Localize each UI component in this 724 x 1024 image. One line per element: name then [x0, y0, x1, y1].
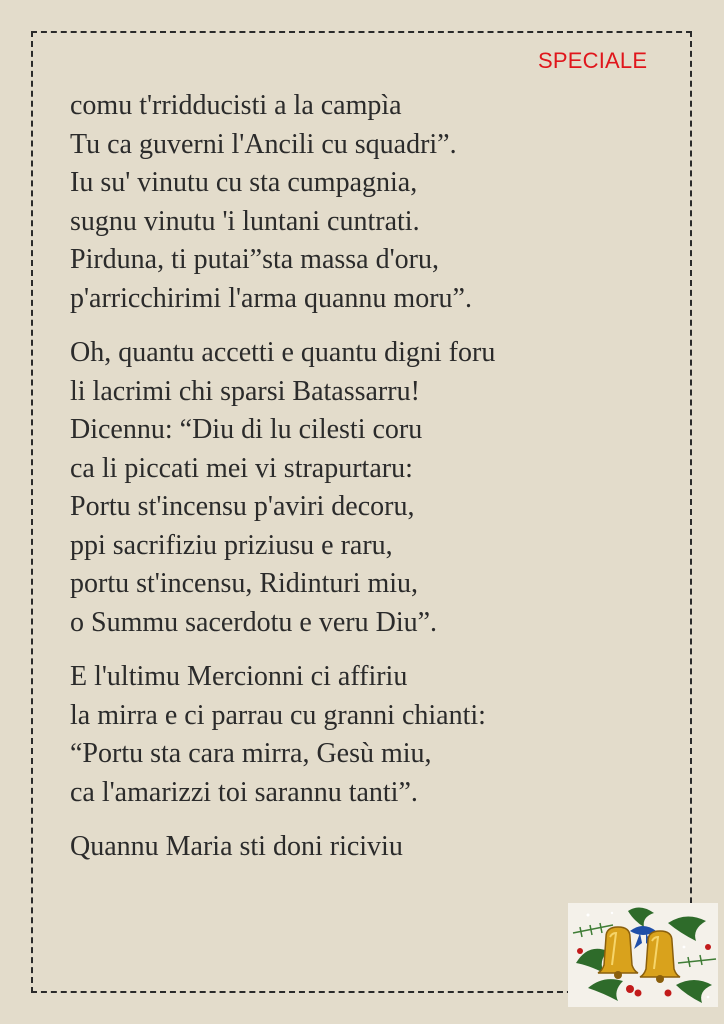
- poem-line: Tu ca guverni l'Ancili cu squadri”.: [70, 128, 457, 160]
- poem-line: portu st'incensu, Ridinturi miu,: [70, 568, 419, 599]
- poem-line: Iu su' vinutu cu sta cumpagnia,: [70, 167, 418, 198]
- poem-line: Dicennu: “Diu di lu cilesti coru: [70, 414, 423, 445]
- stanza-4: [70, 828, 650, 867]
- stanza-3: [70, 658, 650, 812]
- poem-line: la mirra e ci parrau cu granni chianti:: [70, 699, 486, 731]
- stanza-2: [70, 334, 650, 642]
- poem-body: [70, 87, 650, 883]
- poem-line: Pirduna, ti putai”sta massa d'oru,: [70, 244, 439, 275]
- poem-line: Quannu Maria sti doni riciviu: [70, 831, 403, 862]
- poem-line: comu t'rridducisti a la campìa: [70, 90, 402, 121]
- speciale-badge: SPECIALE: [538, 48, 648, 73]
- poem-line: Oh, quantu accetti e quantu digni foru: [70, 337, 496, 368]
- poem-line: ca li piccati mei vi strapurtaru:: [70, 452, 413, 484]
- stanza-1: [70, 87, 650, 318]
- poem-line: o Summu sacerdotu e veru Diu”.: [70, 606, 438, 638]
- christmas-bells-icon: [568, 903, 718, 1007]
- poem-line: E l'ultimu Mercionni ci affiriu: [70, 661, 408, 692]
- poem-line: Portu st'incensu p'aviri decoru,: [70, 491, 415, 522]
- poem-line: “Portu sta cara mirra, Gesù miu,: [70, 738, 432, 769]
- poem-line: ppi sacrifiziu priziusu e raru,: [70, 529, 393, 561]
- poem-line: sugnu vinutu 'i luntani cuntrati.: [70, 205, 420, 237]
- poem-line: li lacrimi chi sparsi Batassarru!: [70, 375, 420, 407]
- poem-line: p'arricchirimi l'arma quannu moru”.: [70, 282, 472, 314]
- poem-line: ca l'amarizzi toi sarannu tanti”.: [70, 776, 418, 808]
